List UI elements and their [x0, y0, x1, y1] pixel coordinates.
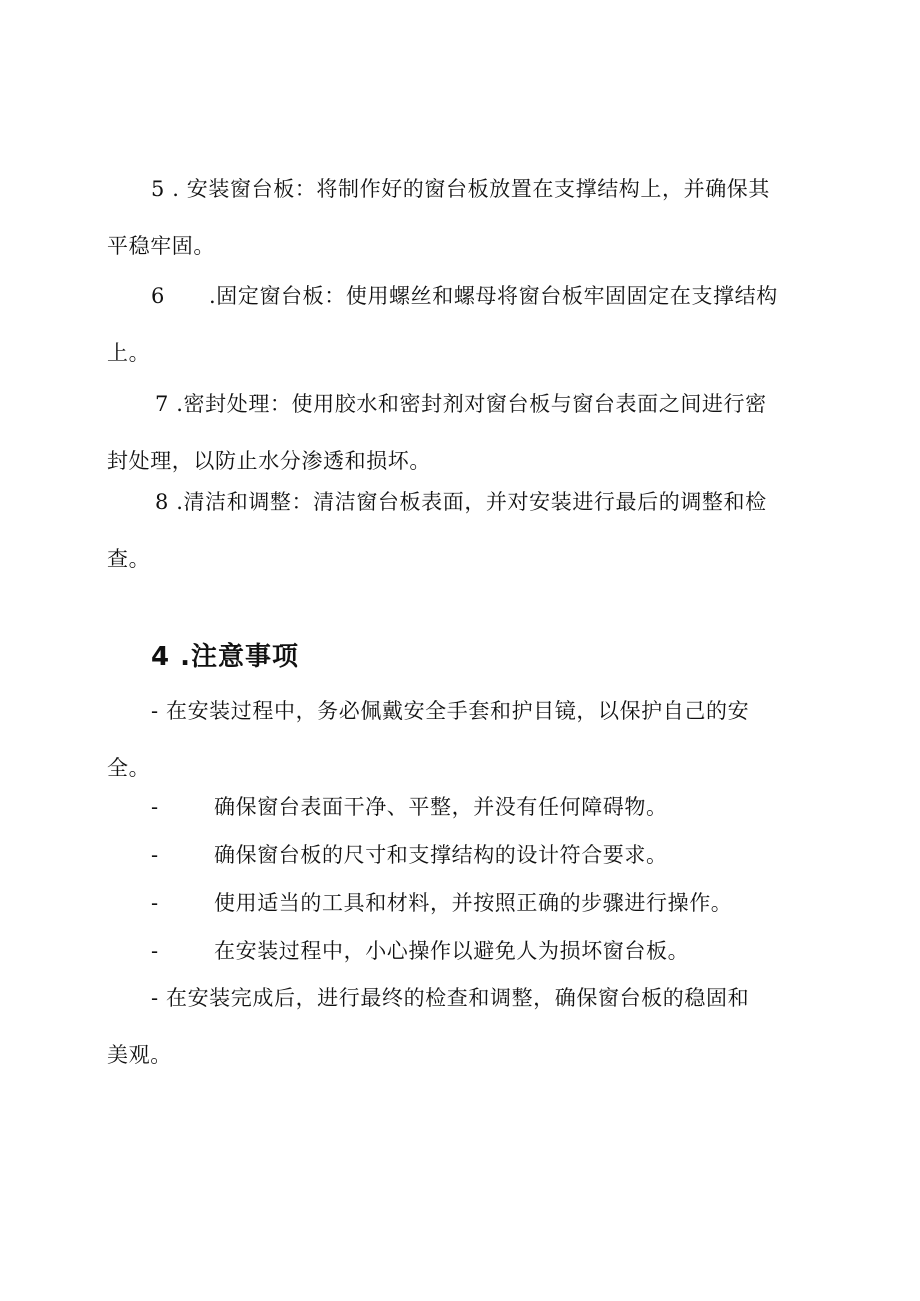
step-7-text-line-2: 封处理，以防止水分渗透和损坏。 — [107, 449, 431, 473]
step-7-text-line-1: 密封处理：使用胶水和密封剂对窗台板与窗台表面之间进行密 — [183, 392, 767, 416]
note-3-dash: - — [151, 843, 159, 867]
note-6-text-line-1: 在安装完成后，进行最终的检查和调整，确保窗台板的稳固和 — [165, 986, 750, 1010]
note-3 — [151, 838, 819, 872]
note-4-text: 使用适当的工具和材料，并按照正确的步骤进行操作。 — [214, 891, 733, 915]
step-8-text-line-1: 清洁和调整：清洁窗台板表面，并对安装进行最后的调整和检 — [183, 490, 767, 514]
note-6-text-line-2: 美观。 — [107, 1043, 172, 1067]
note-6-line-1 — [107, 970, 819, 1027]
note-3-text: 确保窗台板的尺寸和支撑结构的设计符合要求。 — [214, 843, 668, 867]
step-5-text-line-1: 安装窗台板：将制作好的窗台板放置在支撑结构上，并确保其 — [186, 177, 770, 201]
step-7-number: 7 — [155, 392, 169, 416]
step-6-text-line-2: 上。 — [107, 341, 151, 365]
note-2-text: 确保窗台表面干净、平整，并没有任何障碍物。 — [214, 795, 668, 819]
section-heading: 4 .注意事项 — [151, 642, 300, 672]
step-7-paragraph — [107, 376, 819, 490]
note-1-line-1 — [107, 683, 819, 740]
step-6-number: 6 — [151, 284, 165, 308]
note-6-dash: - — [151, 986, 159, 1010]
step-7-separator: . — [168, 392, 184, 416]
step-8-separator: . — [168, 490, 184, 514]
step-5-line-1 — [107, 161, 819, 218]
step-6-separator: . — [208, 284, 217, 308]
note-4-dash: - — [151, 891, 159, 915]
step-6-line-1 — [107, 268, 819, 325]
note-1-dash: - — [151, 699, 159, 723]
note-1-text-line-2: 全。 — [107, 756, 151, 780]
step-8-paragraph — [107, 474, 819, 588]
step-6-paragraph — [107, 268, 819, 382]
step-5-paragraph — [107, 161, 819, 275]
note-6-paragraph — [107, 970, 819, 1084]
note-1-text-line-1: 在安装过程中，务必佩戴安全手套和护目镜，以保护自己的安 — [165, 699, 750, 723]
note-2 — [151, 790, 819, 824]
note-5-dash: - — [151, 939, 159, 963]
note-1-paragraph — [107, 683, 819, 797]
step-5-number: 5 — [151, 177, 165, 201]
step-8-text-line-2: 查。 — [107, 547, 151, 571]
step-8-line-1 — [107, 474, 819, 531]
note-5-text: 在安装过程中，小心操作以避免人为损坏窗台板。 — [214, 939, 690, 963]
note-2-dash: - — [151, 795, 159, 819]
note-4 — [151, 886, 819, 920]
step-8-number: 8 — [155, 490, 169, 514]
step-5-text-line-2: 平稳牢固。 — [107, 234, 215, 258]
step-6-text-line-1: 固定窗台板：使用螺丝和螺母将窗台板牢固固定在支撑结构 — [216, 284, 778, 308]
step-5-separator: . — [164, 177, 187, 201]
step-7-line-1 — [107, 376, 819, 433]
note-5 — [151, 934, 819, 968]
